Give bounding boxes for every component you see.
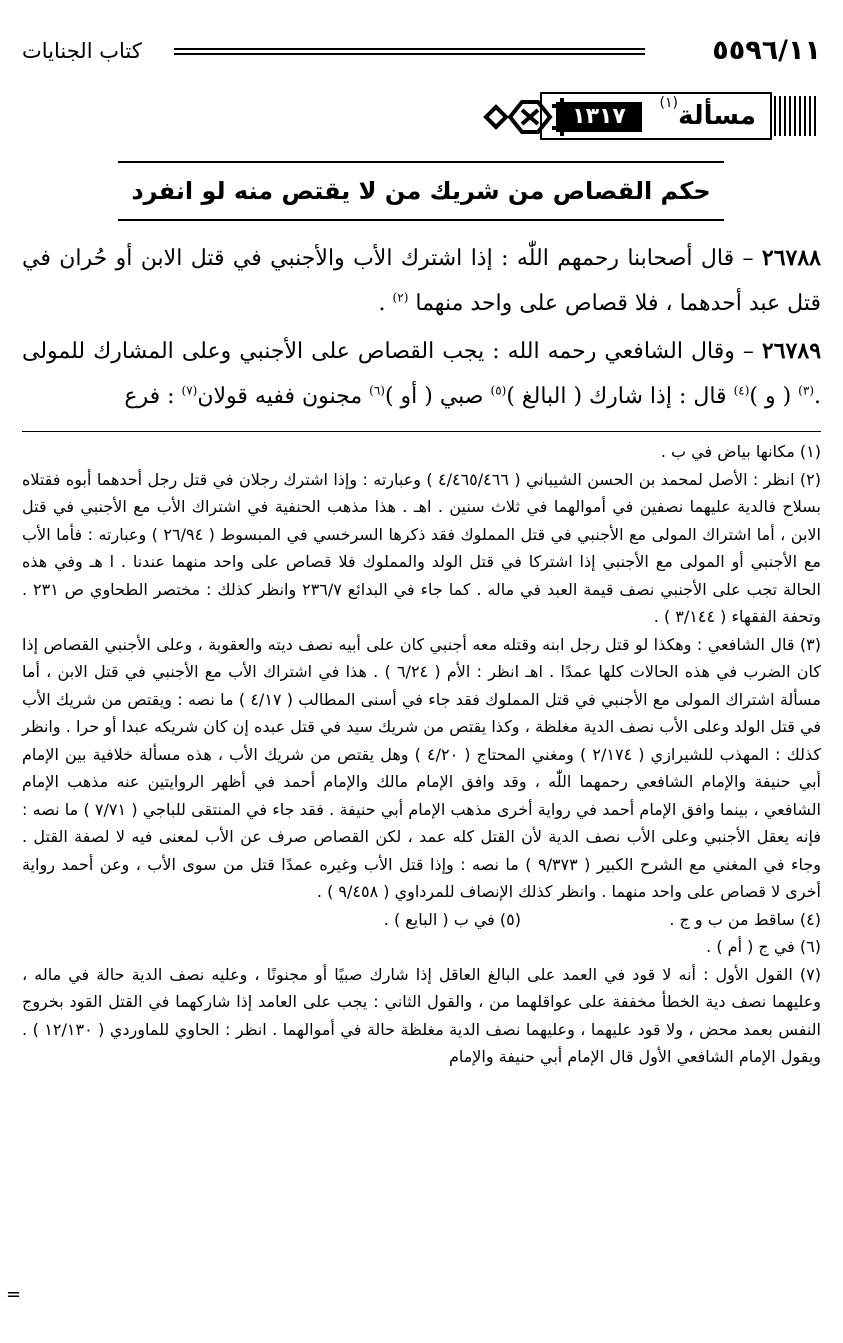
footnote: (٥) في ب ( البايع ) .	[383, 909, 521, 929]
paragraph-number: ٢٦٧٨٨	[761, 245, 821, 271]
ornament-icon	[482, 92, 578, 142]
striped-bars-decoration	[774, 96, 818, 136]
header-rule	[174, 48, 645, 50]
masala-label: مسألة	[678, 101, 756, 131]
footnote: (٣) قال الشافعي : وهكذا لو قتل رجل ابنه وقتله معه أجنبي كان على أبيه نصف ديته والعقوبة ، وعلى الأجنبي القصاص إذا كان الضرب في هذه الحالات كلها عمدًا . اهـ انظر : الأم ( ٦/٢٤ ) . هذا في اشتراك الأب مع الأجنبي في قتل الابن ، أما مسألة اشتراك المولى مع الأجنبي في قتل المملوك فقد جاء في أسنى المطالب ( ٤/١٧ ) ما نصه : ويقتص من شريك الأب في قتل الولد وعلى الأب نصف الدية مغلظة ، وكذا يقتص من شريك سيد في قتل عبده إن كان شريكه عبدا أو حرا . وانظر كذلك : المهذب للشيرازي ( ٢/١٧٤ ) ومغني المحتاج ( ٤/٢٠ ) وهل يقتص من شريك الأب ، هذه مسألة خلافية بين الإمام أبي حنيفة والإمام الشافعي رحمهما اللّٰه ، وقد وافق الإمام مالك والإمام أحمد في أظهر الروايتين عنه مذهب الإمام الشافعي ، بينما وافق الإمام أحمد في رواية أخرى مذهب الإمام أبي حنيفة . فقد جاء في المنتقى للباجي ( ٧/٧١ ) ما نصه : فإنه يعقل الأجنبي وعلى الأب نصف الدية لأن القتل كله عمد ، لكن القصاص صرف عن الأب لمعنى فيه لا لصفة القتل . وجاء في المغني مع الشرح الكبير ( ٩/٣٧٣ ) ما نصه : وإذا قتل الأب وغيره عمدًا قتل من سوى الأب ، وعن أحمد رواية أخرى لا قصاص على واحد منهما . وانظر كذلك الإنصاف للمرداوي ( ٩/٤٥٨ ) .	[22, 634, 822, 901]
footnote: (٢) انظر : الأصل لمحمد بن الحسن الشيباني ( ٤/٤٦٥/٤٦٦ ) وعبارته : وإذا اشترك رجلان في قتل رجل أحدهما أبوه فقتلاه بسلاح فالدية عليهما نصفين في أموالهما في ثلاث سنين . اهـ . هذا مذهب الحنفية في اشتراك الأب مع الأجنبي في قتل الابن ، أما اشتراك المولى مع الأجنبي في قتل المملوك فقد ذكرها السرخسي في المبسوط ( ٢٦/٩٤ ) وعبارته : فأما الأب مع الأجنبي أو المولى مع الأجنبي إذا اشتركا في قتل الولد والمملوك فلا قصاص على واحد منهما عندنا . ا هـ وفي هذه الحالة تجب على الأجنبي نصف قيمة العبد في ماله . كما جاء في البدائع ٢٣٦/٧ وانظر كذلك : مختصر الطحاوي ص ٢٣١ . وتحفة الفقهاء ( ٣/١٤٤ ) .	[22, 469, 822, 626]
book-title: كتاب الجنايات	[22, 39, 142, 63]
chapter-title-bar	[118, 161, 724, 221]
paragraph-text: مجنون ففيه قولان	[197, 384, 363, 409]
main-text	[22, 236, 821, 422]
paragraph	[22, 236, 821, 326]
footnote-row	[22, 906, 821, 934]
footnote-ref: (٧)	[181, 383, 198, 398]
paragraph-text: – قال أصحابنا رحمهم اللّٰه : إذا اشترك الأب والأجنبي في قتل الابن أو حُران في قتل عبد أحدهما ، فلا قصاص على واحد منهما	[22, 246, 821, 316]
paragraph-number: ٢٦٧٨٩	[761, 338, 822, 364]
footnote-separator	[22, 431, 821, 432]
masala-number: ١٣١٧	[556, 102, 642, 132]
paragraph-text: ( و )	[749, 384, 792, 409]
footnote: (٧) القول الأول : أنه لا قود في العمد على البالغ العاقل إذا شارك صبيًا أو مجنونًا ، وعليه نصف الدية حالة في ماله ، وعليهما نصف دية الخطأ مخففة على عواقلهما من ، والقول الثاني : يجب على العامد إذا شاركهما في القتل القود بخروج النفس بعمد محض ، ولا قود عليهما ، وعليهما نصف الدية مغلظة حالة في أموالهما . انظر : الحاوي للماوردي ( ١٢/١٣٠ ) . ويقول الإمام الشافعي الأول قال الإمام أبي حنيفة والإمام	[22, 964, 822, 1066]
footnote: (٦) في ج ( أم ) .	[706, 937, 821, 956]
footnote-ref: (٣)	[798, 383, 814, 398]
footnote-ref: (٦)	[369, 383, 385, 398]
footnote-ref: (٥)	[490, 383, 507, 398]
chapter-title: حكم القصاص من شريك من لا يقتص منه لو انفرد	[131, 177, 711, 205]
paragraph-tail: .	[378, 291, 386, 316]
continuation-mark: =	[6, 1284, 22, 1305]
paragraph-text: للمولى .	[22, 339, 821, 409]
running-header	[22, 34, 821, 70]
footnote-ref: (٤)	[733, 383, 750, 398]
footnote: (٤) ساقط من ب و ج .	[669, 909, 821, 929]
footnote-ref: (٢)	[392, 290, 409, 305]
footnote: (١) مكانها بياض في ب .	[660, 442, 821, 461]
paragraph-text: – وقال الشافعي رحمه الله : يجب القصاص على الأجنبي وعلى المشارك	[93, 339, 754, 364]
masala-footnote-ref: (١)	[659, 95, 678, 111]
masala-heading	[482, 92, 818, 142]
paragraph	[22, 329, 821, 419]
page-number: ٥٥٩٦/١١	[712, 35, 821, 66]
paragraph-text: قال : إذا شارك ( البالغ )	[506, 384, 727, 409]
header-rule-double	[174, 53, 645, 55]
paragraph-text: صبي ( أو )	[384, 384, 484, 409]
paragraph-text: : فرع	[124, 384, 175, 409]
footnotes	[22, 438, 821, 1071]
